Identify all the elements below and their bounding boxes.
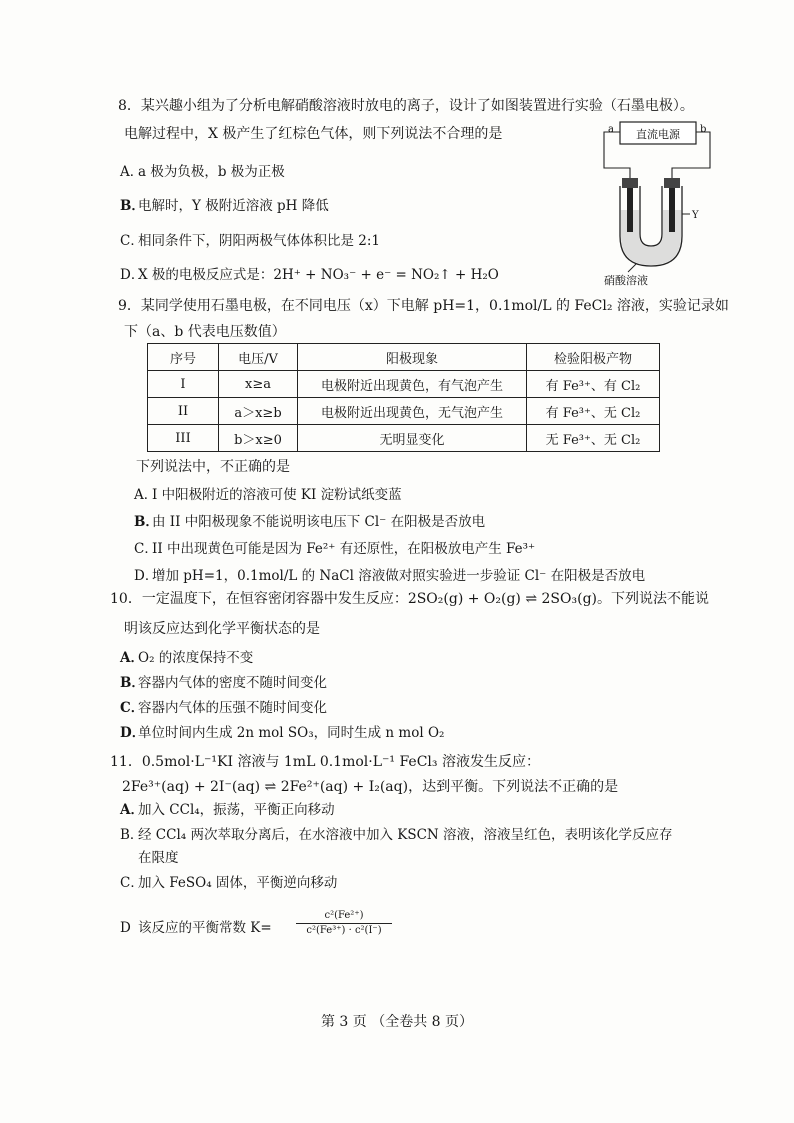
option-marker: C． [120, 700, 145, 716]
option-marker: C． [134, 541, 158, 557]
q8-option-d [120, 265, 499, 285]
q8-option-c [120, 231, 380, 251]
table-cell: x≥a [219, 371, 298, 398]
option-marker: D [120, 920, 131, 936]
q11-option-b-cont: 在限度 [138, 850, 179, 866]
label-y: Y [692, 210, 699, 221]
table-header-row [148, 344, 660, 371]
q9-question: 下列说法中，不正确的是 [136, 459, 290, 475]
q9-stem-line1: 9．某同学使用石墨电极，在不同电压（x）下电解 pH=1，0.1mol/L 的 FeCl₂ 溶液，实验记录如 [118, 298, 729, 314]
k-denominator: c²(Fe³⁺) · c²(I⁻) [306, 925, 382, 936]
q9-option-a [134, 485, 402, 505]
option-text: 该反应的平衡常数 K= [138, 920, 272, 936]
option-text: 增加 pH=1，0.1mol/L 的 NaCl 溶液做对照实验进一步验证 Cl⁻ 在阳极是否放电 [152, 568, 646, 584]
table-cell: I [148, 371, 219, 398]
q10-option-d [120, 723, 444, 743]
option-text: 单位时间内生成 2n mol SO₃，同时生成 n mol O₂ [138, 725, 445, 741]
page-footer: 第 3 页 （全卷共 8 页） [320, 1014, 474, 1030]
stopper-left [622, 178, 638, 188]
option-text: 经 CCl₄ 两次萃取分离后，在水溶液中加入 KSCN 溶液，溶液呈红色，表明该化学反应存 [138, 827, 673, 843]
option-marker: B． [134, 514, 159, 530]
table-row [148, 398, 660, 425]
table-cell: a＞x≥b [219, 398, 298, 425]
q11-option-a [120, 800, 335, 820]
experiment-record-table [147, 343, 660, 452]
q11-stem-line2: 2Fe³⁺(aq) + 2I⁻(aq) ⇌ 2Fe²⁺(aq) + I₂(aq)，达到平衡。下列说法不正确的是 [122, 779, 619, 795]
option-text: 加入 FeSO₄ 固体，平衡逆向移动 [138, 875, 338, 891]
table-cell: 有 Fe³⁺、有 Cl₂ [527, 371, 660, 398]
option-text: 相同条件下，阴阳两极气体体积比是 2:1 [138, 233, 381, 249]
q9-option-c [134, 539, 535, 559]
option-marker: B． [120, 827, 144, 843]
electrode-equation: 2H⁺ + NO₃⁻ + e⁻ = NO₂↑ + H₂O [273, 267, 499, 283]
k-numerator: c²(Fe²⁺) [296, 910, 392, 924]
table-cell: 无明显变化 [298, 425, 527, 452]
q11-option-d [120, 918, 272, 938]
header-cell: 电压/V [219, 344, 298, 371]
table-row [148, 425, 660, 452]
option-marker: A． [134, 487, 158, 503]
option-text: 容器内气体的密度不随时间变化 [138, 675, 327, 691]
option-text: 电解时，Y 极附近溶液 pH 降低 [138, 198, 329, 214]
q8-option-a [120, 162, 285, 182]
option-marker: A． [120, 802, 144, 818]
option-marker: D． [120, 725, 146, 741]
solution-label: 硝酸溶液 [604, 274, 648, 287]
k-fraction [296, 910, 392, 937]
option-marker: A． [120, 164, 144, 180]
option-text: a 极为负极，b 极为正极 [138, 164, 285, 180]
q11-stem-line1: 11．0.5mol·L⁻¹KI 溶液与 1mL 0.1mol·L⁻¹ FeCl₃ 溶液发生反应： [110, 754, 540, 770]
table-row [148, 371, 660, 398]
stopper-right [664, 178, 680, 188]
option-marker: D． [134, 568, 159, 584]
q8-option-b [120, 196, 329, 216]
q8-stem-line2: 电解过程中，X 极产生了红棕色气体，则下列说法不合理的是 [124, 126, 503, 142]
option-marker: D． [120, 267, 145, 283]
option-marker: B． [120, 675, 145, 691]
header-cell: 阳极现象 [298, 344, 527, 371]
label-b: b [700, 124, 707, 135]
table-cell: b＞x≥0 [219, 425, 298, 452]
table-cell: 有 Fe³⁺、无 Cl₂ [527, 398, 660, 425]
power-label: 直流电源 [636, 128, 680, 141]
option-text: O₂ 的浓度保持不变 [138, 650, 254, 666]
option-text: II 中出现黄色可能是因为 Fe²⁺ 有还原性，在阳极放电产生 Fe³⁺ [152, 541, 536, 557]
table-cell: III [148, 425, 219, 452]
q9-stem-line2: 下（a、b 代表电压数值） [124, 324, 286, 340]
q10-option-b [120, 673, 327, 693]
option-marker: C． [120, 233, 144, 249]
option-text: 容器内气体的压强不随时间变化 [138, 700, 327, 716]
q10-stem-line1: 10．一定温度下，在恒容密闭容器中发生反应：2SO₂(g) + O₂(g) ⇌ 2SO₃(g)。下列说法不能说 [110, 591, 709, 607]
q11-option-b [120, 825, 673, 845]
electrolysis-diagram [598, 118, 718, 288]
q10-stem-line2: 明该反应达到化学平衡状态的是 [124, 621, 320, 637]
q11-option-c [120, 873, 337, 893]
header-cell: 序号 [148, 344, 219, 371]
option-marker: B． [120, 198, 145, 214]
electrode-y [669, 188, 675, 232]
option-marker: A． [120, 650, 144, 666]
table-cell: 电极附近出现黄色，无气泡产生 [298, 398, 527, 425]
q9-option-b [134, 512, 485, 532]
label-a: a [608, 124, 614, 135]
electrode-x [627, 188, 633, 232]
q9-option-d [134, 566, 645, 586]
header-cell: 检验阳极产物 [527, 344, 660, 371]
q8-stem-line1: 8．某兴趣小组为了分析电解硝酸溶液时放电的离子，设计了如图装置进行实验（石墨电极）。 [118, 98, 694, 114]
table-cell: II [148, 398, 219, 425]
option-text: 加入 CCl₄，振荡，平衡正向移动 [138, 802, 335, 818]
q10-option-c [120, 698, 327, 718]
q10-option-a [120, 648, 253, 668]
table-cell: 电极附近出现黄色，有气泡产生 [298, 371, 527, 398]
option-text: X 极的电极反应式是： [138, 267, 274, 283]
option-marker: C． [120, 875, 144, 891]
option-text: I 中阳极附近的溶液可使 KI 淀粉试纸变蓝 [152, 487, 402, 503]
option-text: 由 II 中阳极现象不能说明该电压下 Cl⁻ 在阳极是否放电 [152, 514, 486, 530]
table-cell: 无 Fe³⁺、无 Cl₂ [527, 425, 660, 452]
